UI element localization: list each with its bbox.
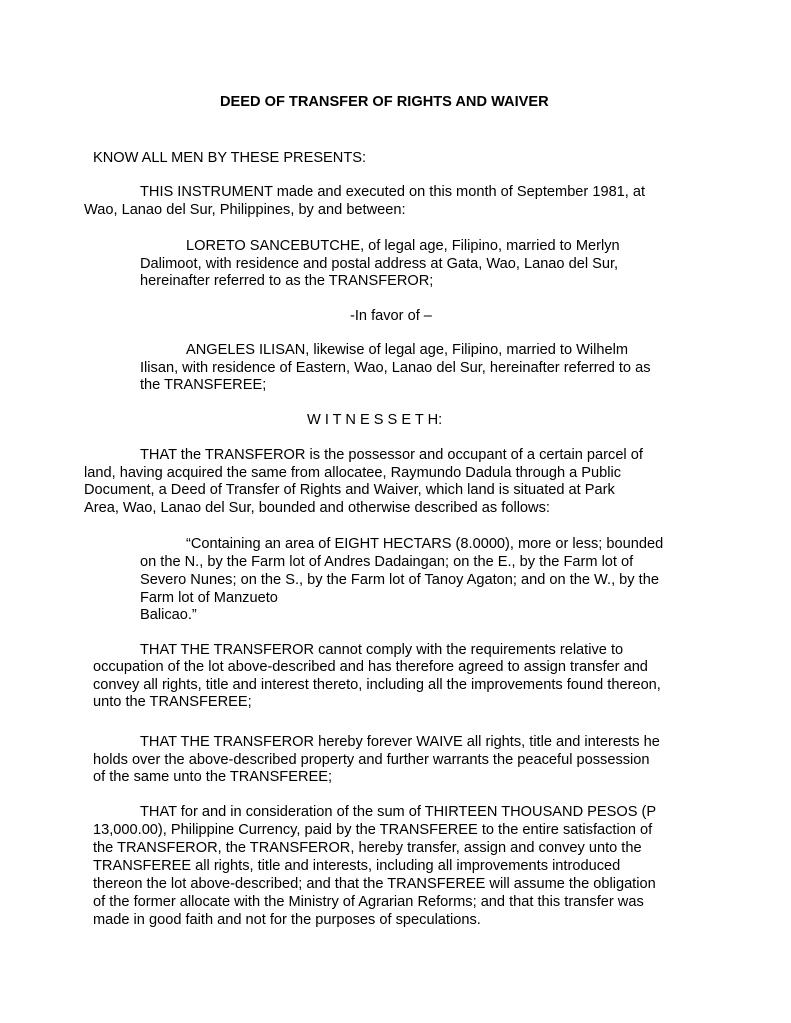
transferee-line: the TRANSFEREE; (140, 377, 267, 393)
possessor-line: Area, Wao, Lanao del Sur, bounded and otherwise described as follows: (84, 500, 550, 516)
cannot-comply-line: unto the TRANSFEREE; (93, 694, 252, 710)
consideration-line: 13,000.00), Philippine Currency, paid by the TRANSFEREE to the entire satisfaction of (93, 822, 653, 838)
transferee-line: Ilisan, with residence of Eastern, Wao, Lanao del Sur, hereinafter referred to as (140, 360, 651, 376)
consideration-line: THAT for and in consideration of the sum of THIRTEEN THOUSAND PESOS (P (140, 804, 657, 820)
cannot-comply-line: convey all rights, title and interest thereto, including all the improvements found thereon, (93, 677, 661, 693)
transferee-line: ANGELES ILISAN, likewise of legal age, Filipino, married to Wilhelm (186, 342, 629, 358)
document-title: DEED OF TRANSFER OF RIGHTS AND WAIVER (220, 94, 549, 110)
possessor-line: Document, a Deed of Transfer of Rights and Waiver, which land is situated at Park (84, 482, 615, 498)
witnesseth-heading: W I T N E S S E T H: (307, 412, 443, 428)
description-line: on the N., by the Farm lot of Andres Dadaingan; on the E., by the Farm lot of (140, 554, 634, 570)
waive-line: holds over the above-described property and further warrants the peaceful possession (93, 752, 650, 768)
transferor-line: Dalimoot, with residence and postal address at Gata, Wao, Lanao del Sur, (140, 256, 619, 272)
intro-line: Wao, Lanao del Sur, Philippines, by and between: (84, 202, 406, 218)
intro-line: THIS INSTRUMENT made and executed on this month of September 1981, at (140, 184, 646, 200)
opening-line: KNOW ALL MEN BY THESE PRESENTS: (93, 150, 367, 166)
possessor-line: THAT the TRANSFEROR is the possessor and occupant of a certain parcel of (140, 447, 643, 463)
transferor-line: LORETO SANCEBUTCHE, of legal age, Filipino, married to Merlyn (186, 238, 620, 254)
cannot-comply-line: THAT THE TRANSFEROR cannot comply with the requirements relative to (140, 642, 624, 658)
in-favor-of-line: -In favor of – (350, 308, 432, 324)
waive-line: THAT THE TRANSFEROR hereby forever WAIVE all rights, title and interests he (140, 734, 660, 750)
description-line: “Containing an area of EIGHT HECTARS (8.0000), more or less; bounded (186, 536, 664, 552)
waive-line: of the same unto the TRANSFEREE; (93, 769, 333, 785)
transferor-line: hereinafter referred to as the TRANSFEROR; (140, 273, 434, 289)
description-line: Farm lot of Manzueto (140, 590, 278, 606)
consideration-line: the TRANSFEROR, the TRANSFEROR, hereby transfer, assign and convey unto the (93, 840, 642, 856)
consideration-line: TRANSFEREE all rights, title and interests, including all improvements introduced (93, 858, 621, 874)
description-line: Balicao.” (140, 607, 197, 623)
cannot-comply-line: occupation of the lot above-described and has therefore agreed to assign transfer and (93, 659, 648, 675)
consideration-line: thereon the lot above-described; and that the TRANSFEREE will assume the obligation (93, 876, 656, 892)
description-line: Severo Nunes; on the S., by the Farm lot of Tanoy Agaton; and on the W., by the (140, 572, 659, 588)
consideration-line: of the former allocate with the Ministry of Agrarian Reforms; and that this transfer was (93, 894, 644, 910)
possessor-line: land, having acquired the same from allocatee, Raymundo Dadula through a Public (84, 465, 622, 481)
consideration-line: made in good faith and not for the purposes of speculations. (93, 912, 481, 928)
